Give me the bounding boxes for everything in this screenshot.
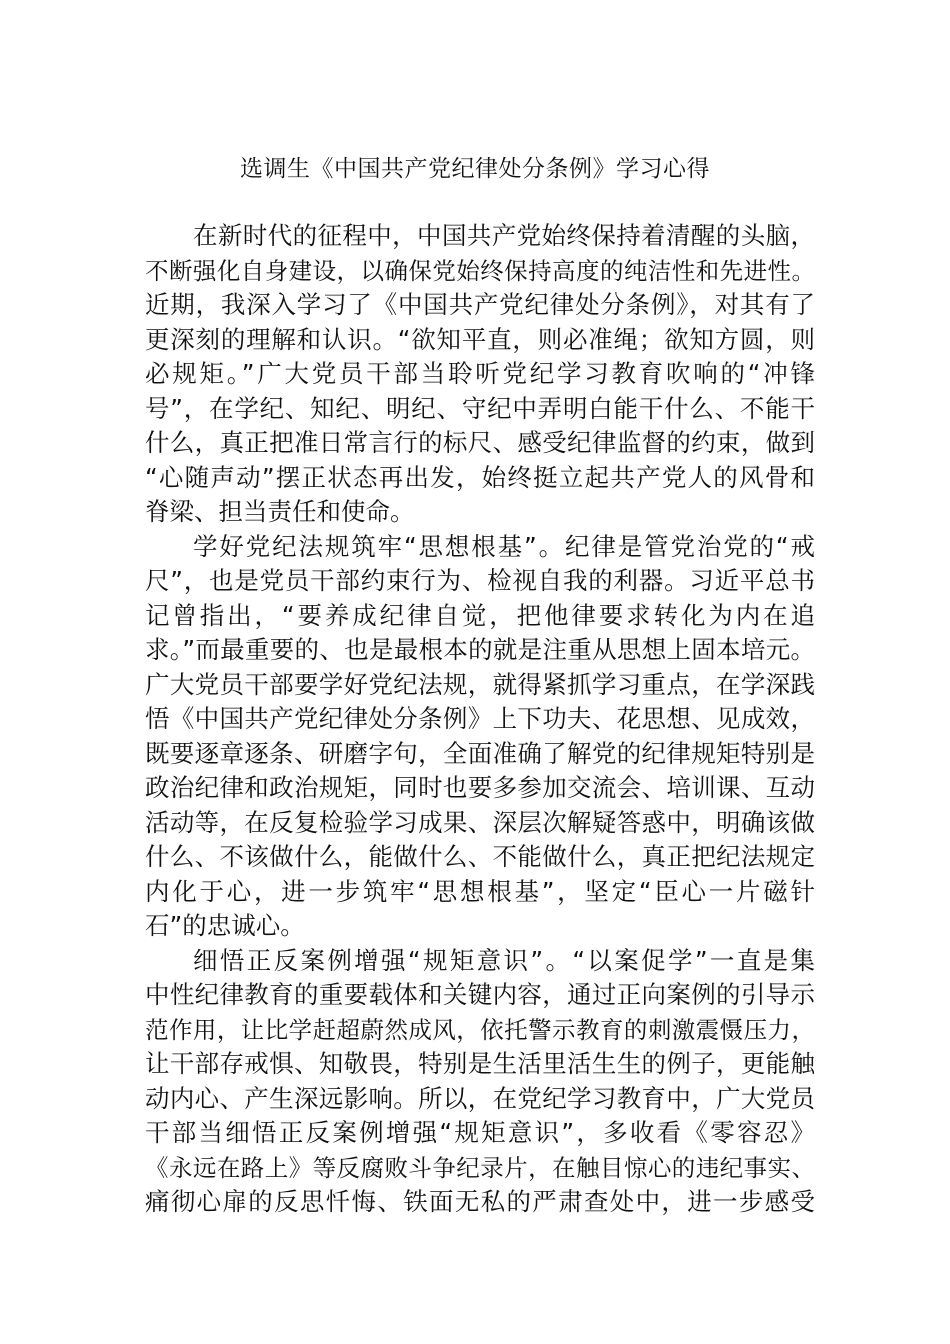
body-line: 近期，我深入学习了《中国共产党纪律处分条例》，对其有了 [145, 290, 815, 319]
body-line: 让干部存戒惧、知敬畏，特别是生活里活生生的例子，更能触 [145, 1049, 815, 1078]
body-line: 中性纪律教育的重要载体和关键内容，通过正向案例的引导示 [145, 980, 815, 1009]
body-line: “心随声动”摆正状态再出发，始终挺立起共产党人的风骨和 [145, 462, 815, 492]
body-line: 尺”，也是党员干部约束行为、检视自我的利器。习近平总书 [145, 566, 815, 595]
body-line: 记曾指出，“要养成纪律自觉，把他律要求转化为内在追 [145, 600, 815, 630]
body-line: 什么、不该做什么，能做什么、不能做什么，真正把纪法规定 [145, 842, 815, 871]
document-body [145, 219, 815, 1220]
body-line: 干部当细悟正反案例增强“规矩意识”，多收看《零容忍》 [145, 1118, 815, 1147]
body-line: 号”，在学纪、知纪、明纪、守纪中弄明白能干什么、不能干 [145, 393, 815, 423]
body-line: 细悟正反案例增强“规矩意识”。“以案促学”一直是集 [193, 945, 815, 975]
body-line: 在新时代的征程中，中国共产党始终保持着清醒的头脑， [193, 221, 815, 250]
body-line: 既要逐章逐条、研磨字句，全面准确了解党的纪律规矩特别是 [145, 738, 815, 768]
body-line: 脊梁、担当责任和使命。 [145, 497, 415, 526]
body-line: 范作用，让比学赶超蔚然成风，依托警示教育的刺激震慑压力， [145, 1015, 815, 1044]
body-line: 广大党员干部要学好党纪法规，就得紧抓学习重点，在学深践 [145, 669, 815, 699]
body-line: 动内心、产生深远影响。所以，在党纪学习教育中，广大党员 [145, 1083, 815, 1113]
body-line: 更深刻的理解和认识。“欲知平直，则必准绳；欲知方圆，则 [145, 324, 815, 354]
body-line: 学好党纪法规筑牢“思想根基”。纪律是管党治党的“戒 [193, 531, 815, 561]
body-line: 不断强化自身建设，以确保党始终保持高度的纯洁性和先进性。 [145, 256, 815, 285]
body-line: 悟《中国共产党纪律处分条例》上下功夫、花思想、见成效， [145, 704, 815, 733]
body-line: 《永远在路上》等反腐败斗争纪录片，在触目惊心的违纪事实、 [145, 1153, 815, 1182]
body-line: 什么，真正把准日常言行的标尺、感受纪律监督的约束，做到 [145, 428, 815, 457]
body-line: 政治纪律和政治规矩，同时也要多参加交流会、培训课、互动 [145, 773, 815, 802]
body-line: 痛彻心扉的反思忏悔、铁面无私的严肃查处中，进一步感受 [145, 1187, 815, 1216]
body-line: 内化于心，进一步筑牢“思想根基”，坚定“臣心一片磁针 [145, 876, 815, 906]
document-title: 选调生《中国共产党纪律处分条例》学习心得 [240, 156, 710, 182]
body-line: 必规矩。”广大党员干部当聆听党纪学习教育吹响的“冲锋 [145, 359, 815, 388]
body-line: 活动等，在反复检验学习成果、深层次解疑答惑中，明确该做 [145, 807, 815, 837]
body-line: 石”的忠诚心。 [145, 911, 305, 940]
body-line: 求。”而最重要的、也是最根本的就是注重从思想上固本培元。 [145, 635, 815, 664]
